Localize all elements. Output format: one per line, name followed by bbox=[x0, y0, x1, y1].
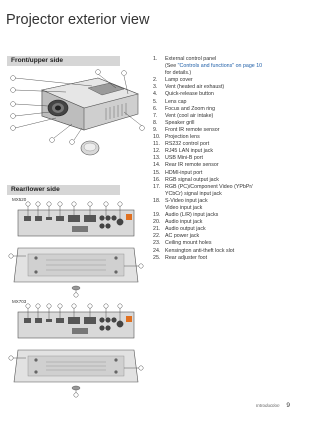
model-label-mx703: MX703 bbox=[12, 299, 27, 304]
page-number: 9 bbox=[286, 402, 290, 409]
list-item: 10. Projection lens bbox=[153, 134, 200, 141]
page-title: Projector exterior view bbox=[6, 12, 150, 28]
list-item: 9. Front IR remote sensor bbox=[153, 126, 220, 133]
list-item: 16. RGB signal output jack bbox=[153, 176, 219, 183]
projector-rear-illustration-mx703 bbox=[6, 298, 146, 398]
section-header-rear: Rear/lower side bbox=[7, 185, 120, 195]
page-footer bbox=[256, 402, 290, 409]
list-item: 22. AC power jack bbox=[153, 233, 200, 240]
list-item: 12. RJ45 LAN input jack bbox=[153, 148, 213, 155]
model-label-mx520: MX520 bbox=[12, 197, 27, 202]
list-item: Video input jack bbox=[165, 204, 203, 211]
list-item: 23. Ceiling mount holes bbox=[153, 240, 212, 247]
list-item: 15. HDMI-input port bbox=[153, 169, 203, 176]
list-item: (See "Controls and functions" on page 10 bbox=[165, 63, 263, 70]
list-item: 5. Lens cap bbox=[153, 98, 187, 105]
list-item: 13. USB Mini-B port bbox=[153, 155, 203, 162]
list-item: 18. S-Video input jack bbox=[153, 197, 208, 204]
list-item: 21. Audio output jack bbox=[153, 226, 206, 233]
list-item: 17. RGB (PC)/Component Video (YPbPr/ bbox=[153, 183, 253, 190]
list-item: YCbCr) signal input jack bbox=[165, 190, 222, 197]
list-item: 20. Audio input jack bbox=[153, 219, 203, 226]
list-item: 19. Audio (L/R) input jacks bbox=[153, 212, 219, 219]
footer-section-label: Introduction bbox=[256, 403, 280, 408]
list-item: 1. External control panel bbox=[153, 56, 217, 62]
projector-front-illustration bbox=[6, 68, 146, 158]
list-item: 25. Rear adjuster foot bbox=[153, 254, 208, 261]
list-item: 8. Speaker grill bbox=[153, 119, 195, 126]
controls-page-link[interactable]: "Controls and functions" on page 10 bbox=[177, 63, 263, 70]
list-item: 11. RS232 control port bbox=[153, 141, 210, 148]
section-header-front: Front/upper side bbox=[7, 56, 120, 66]
list-item: 4. Quick-release button bbox=[153, 91, 214, 98]
list-item: 7. Vent (cool air intake) bbox=[153, 112, 214, 119]
list-item: 2. Lamp cover bbox=[153, 77, 193, 84]
list-item: 24. Kensington anti-theft lock slot bbox=[153, 247, 235, 254]
parts-list bbox=[153, 56, 295, 262]
list-item: 14. Rear IR remote sensor bbox=[153, 162, 219, 169]
projector-rear-illustration-mx520 bbox=[6, 196, 146, 298]
list-item: 3. Vent (heated air exhaust) bbox=[153, 84, 225, 91]
list-item: 6. Focus and Zoom ring bbox=[153, 105, 216, 112]
list-item: for details.) bbox=[165, 70, 192, 77]
